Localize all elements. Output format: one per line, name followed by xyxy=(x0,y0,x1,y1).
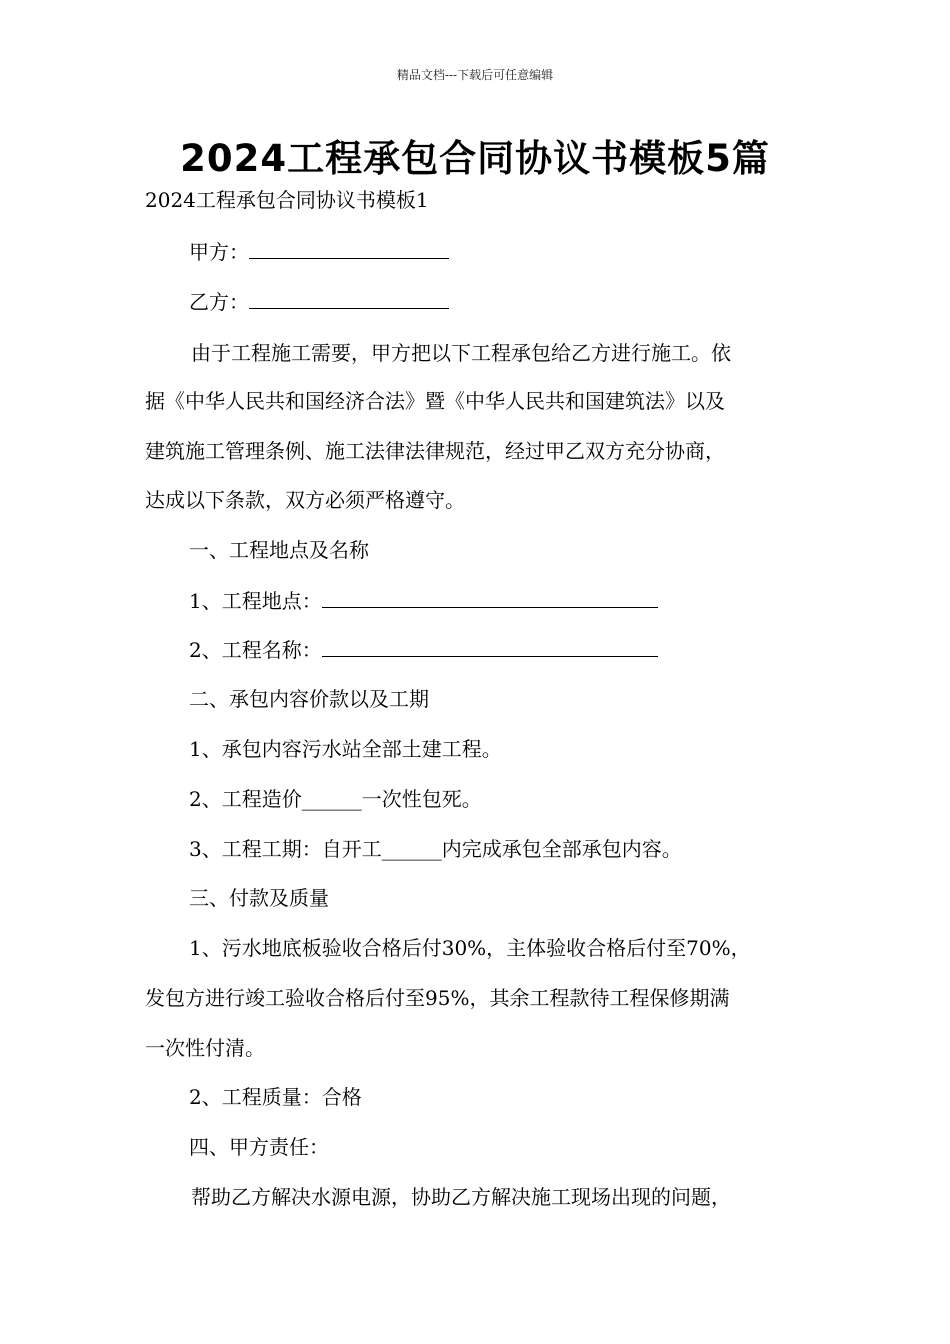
intro-line-2: 据《中华人民共和国经济合法》暨《中华人民共和国建筑法》以及 xyxy=(145,389,725,413)
section-1-heading: 一、工程地点及名称 xyxy=(189,538,369,562)
section-2-heading: 二、承包内容价款以及工期 xyxy=(189,687,429,711)
section-3-item-1-line-2: 发包方进行竣工验收合格后付至95%，其余工程款待工程保修期满 xyxy=(145,986,730,1010)
intro-line-4: 达成以下条款，双方必须严格遵守。 xyxy=(145,488,465,512)
document-title: 2024工程承包合同协议书模板5篇 xyxy=(180,137,770,180)
party-a-line xyxy=(189,240,859,264)
site-location-blank xyxy=(322,591,658,608)
intro-line-3: 建筑施工管理条例、施工法律法律规范，经过甲乙双方充分协商， xyxy=(145,439,725,463)
section-1-item-1 xyxy=(189,589,859,613)
page-header-note: 精品文档---下载后可任意编辑 xyxy=(396,68,554,82)
project-name-label: 2、工程名称： xyxy=(189,638,322,662)
section-2-item-2: 2、工程造价______一次性包死。 xyxy=(189,787,482,811)
contract-subtitle: 2024工程承包合同协议书模板1 xyxy=(145,188,429,212)
section-4-heading: 四、甲方责任： xyxy=(189,1135,329,1159)
party-a-label: 甲方： xyxy=(189,240,249,264)
party-b-label: 乙方： xyxy=(189,290,249,314)
section-3-item-1-line-1: 1、污水地底板验收合格后付30%，主体验收合格后付至70%， xyxy=(189,936,751,960)
party-a-blank xyxy=(249,242,449,259)
section-3-item-2: 2、工程质量：合格 xyxy=(189,1085,362,1109)
section-2-item-3: 3、工程工期：自开工______内完成承包全部承包内容。 xyxy=(189,837,682,861)
intro-line-1: 由于工程施工需要，甲方把以下工程承包给乙方进行施工。依 xyxy=(191,341,731,365)
site-location-label: 1、工程地点： xyxy=(189,589,322,613)
section-4-text: 帮助乙方解决水源电源，协助乙方解决施工现场出现的问题， xyxy=(191,1185,731,1209)
party-b-line xyxy=(189,290,859,314)
section-3-heading: 三、付款及质量 xyxy=(189,886,329,910)
section-2-item-1: 1、承包内容污水站全部土建工程。 xyxy=(189,737,502,761)
section-3-item-1-line-3: 一次性付清。 xyxy=(145,1036,265,1060)
section-1-item-2 xyxy=(189,638,859,662)
project-name-blank xyxy=(322,640,658,657)
party-b-blank xyxy=(249,292,449,309)
